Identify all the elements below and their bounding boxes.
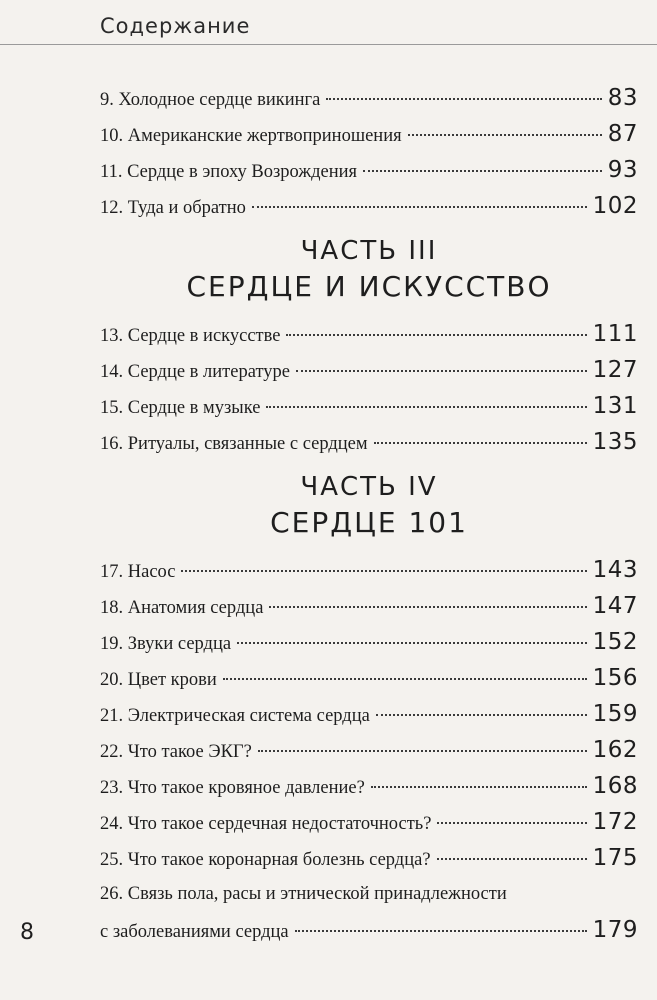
toc-entry[interactable] [100,116,638,152]
toc-entry-page: 162 [592,737,638,763]
toc-entry-page: 147 [592,593,638,619]
toc-entry-page: 179 [592,917,638,943]
leader-dots [371,786,587,788]
toc-entry-page: 83 [607,85,638,111]
toc-entry[interactable] [100,80,638,116]
toc-entry[interactable] [100,696,638,732]
part-label: ЧАСТЬ IV [300,472,438,502]
toc-entry-title: 22. Что такое ЭКГ? [100,742,252,762]
toc-entry-title: 18. Анатомия сердца [100,598,264,618]
toc-entry[interactable] [100,876,638,950]
toc-entry[interactable] [100,316,638,352]
toc-entry[interactable] [100,152,638,188]
toc-entry-page: 143 [592,557,638,583]
toc-section-part-3 [100,316,638,460]
toc-entry-page: 93 [607,157,638,183]
toc-entry-title: 25. Что такое коронарная болезнь сердца? [100,850,431,870]
toc-entry-title: 20. Цвет крови [100,670,217,690]
toc-entry-title: 15. Сердце в музыке [100,398,261,418]
part-label: ЧАСТЬ III [300,236,438,266]
toc-entry-page: 102 [592,193,638,219]
toc-entry-title: 11. Сердце в эпоху Возрождения [100,162,358,182]
toc-entry-page: 172 [592,809,638,835]
toc-entry[interactable] [100,588,638,624]
part-4-block [100,460,638,552]
toc-entry-page: 152 [592,629,638,655]
toc-entry-page: 175 [592,845,638,871]
toc-entry-title: 9. Холодное сердце викинга [100,90,321,110]
leader-dots [237,642,587,644]
toc-entry[interactable] [100,388,638,424]
toc-entry[interactable] [100,660,638,696]
page-number: 8 [20,920,34,945]
toc-entry-title: 10. Американские жертвоприношения [100,126,402,146]
leader-dots [295,930,587,932]
toc-entry-title: 14. Сердце в литературе [100,362,291,382]
toc-entry-title: 16. Ритуалы, связанные с сердцем [100,434,368,454]
toc-entry[interactable] [100,768,638,804]
leader-dots [437,822,586,824]
part-title: СЕРДЦЕ 101 [270,506,468,539]
leader-dots [286,334,586,336]
toc-entry-title: 13. Сердце в искусстве [100,326,281,346]
leader-dots [266,406,586,408]
toc-entry-page: 156 [592,665,638,691]
leader-dots [326,98,601,100]
leader-dots [269,606,586,608]
toc-entry-page: 135 [592,429,638,455]
leader-dots [181,570,586,572]
toc-entry-page: 111 [592,321,638,347]
table-of-contents [100,80,638,950]
leader-dots [252,206,587,208]
leader-dots [408,134,602,136]
running-head: Содержание [100,14,251,38]
toc-entry-title-line2: с заболеваниями сердца [100,922,289,942]
toc-entry-title: 21. Электрическая система сердца [100,706,370,726]
leader-dots [376,714,587,716]
toc-entry-page: 131 [592,393,638,419]
toc-entry[interactable] [100,732,638,768]
toc-section-part-4 [100,552,638,876]
toc-entry[interactable] [100,624,638,660]
toc-entry-page: 168 [592,773,638,799]
toc-entry-page: 87 [607,121,638,147]
header-rule [0,44,657,45]
part-3-block [100,224,638,316]
toc-entry[interactable] [100,552,638,588]
toc-entry[interactable] [100,840,638,876]
leader-dots [363,170,602,172]
toc-entry[interactable] [100,352,638,388]
toc-entry-title: 24. Что такое сердечная недостаточность? [100,814,432,834]
part-title: СЕРДЦЕ И ИСКУССТВО [186,270,552,303]
leader-dots [374,442,587,444]
toc-entry[interactable] [100,424,638,460]
toc-entry-title-line1: 26. Связь пола, расы и этнической принадлежности [100,884,507,904]
toc-entry-title: 19. Звуки сердца [100,634,232,654]
leader-dots [296,370,587,372]
part-heading [100,470,638,542]
toc-entry-page: 127 [592,357,638,383]
toc-entry-title: 12. Туда и обратно [100,198,246,218]
toc-entry-title: 17. Насос [100,562,176,582]
part-heading [100,234,638,306]
toc-entry-page: 159 [592,701,638,727]
leader-dots [437,858,587,860]
toc-section-continued [100,80,638,224]
leader-dots [223,678,587,680]
toc-entry-title: 23. Что такое кровяное давление? [100,778,365,798]
toc-entry[interactable] [100,804,638,840]
leader-dots [258,750,587,752]
toc-entry[interactable] [100,188,638,224]
